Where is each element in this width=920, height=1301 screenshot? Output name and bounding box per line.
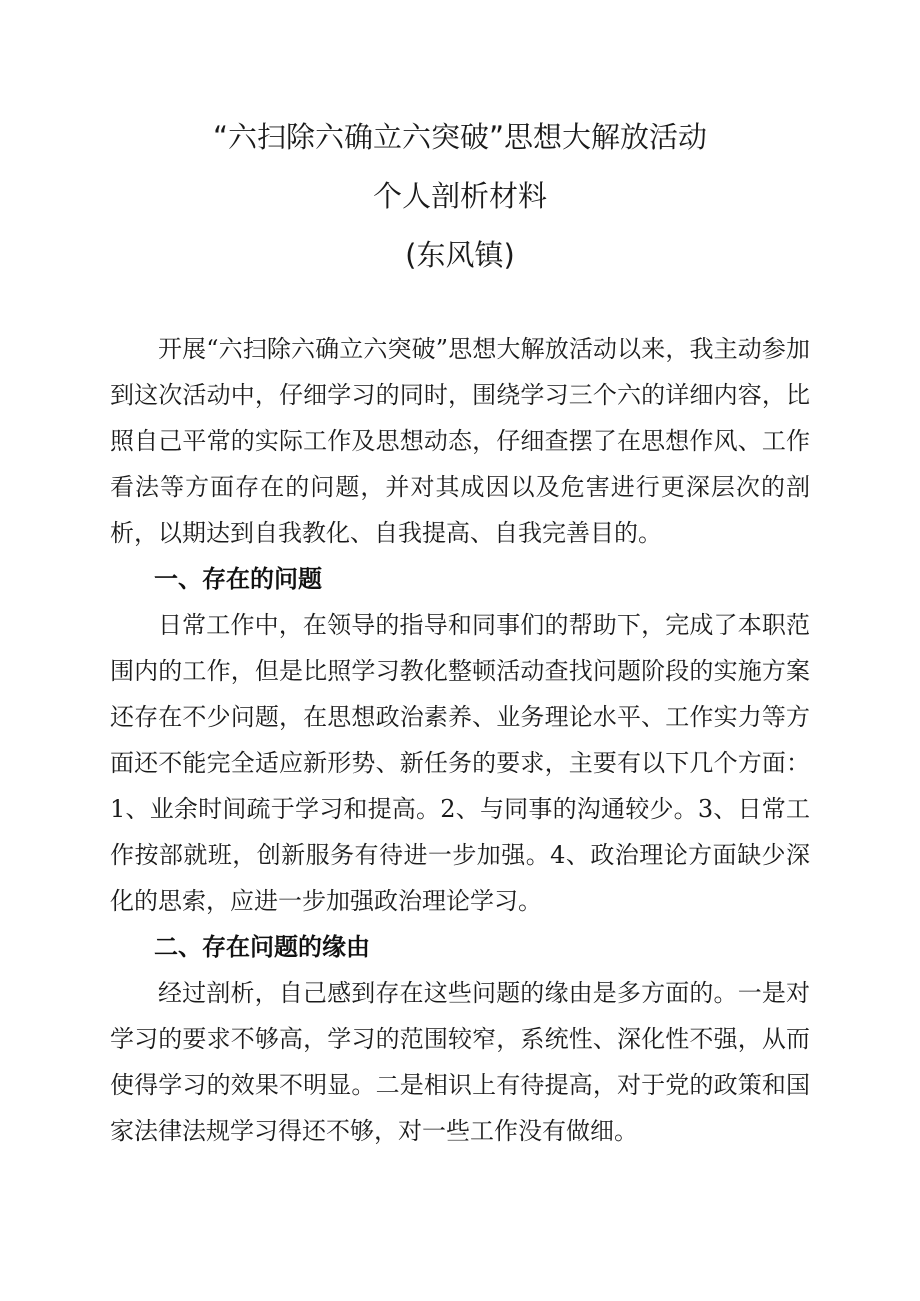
document-title: “六扫除六确立六突破”思想大解放活动 [212, 120, 708, 154]
causes-paragraph: 经过剖析，自己感到存在这些问题的缘由是多方面的。一是对学习的要求不够高，学习的范围较窄，系统性、深化性不强，从而使得学习的效果不明显。二是相识上有待提高，对于党的政策和国家法律法规学习得还不够，对一些工作没有做细。 [110, 979, 810, 1145]
intro-paragraph: 开展“六扫除六确立六突破”思想大解放活动以来，我主动参加到这次活动中，仔细学习的同时，围绕学习三个六的详细内容，比照自己平常的实际工作及思想动态，仔细查摆了在思想作风、工作看法等方面存在的问题，并对其成因以及危害进行更深层次的剖析，以期达到自我教化、自我提高、自我完善目的。 [110, 335, 810, 547]
section-heading-problems: 一、存在的问题 [154, 564, 322, 593]
problems-paragraph: 日常工作中，在领导的指导和同事们的帮助下，完成了本职范围内的工作，但是比照学习教化整顿活动查找问题阶段的实施方案还存在不少问题，在思想政治素养、业务理论水平、工作实力等方面还不能完全适应新形势、新任务的要求，主要有以下几个方面：1、业余时间疏于学习和提高。2、与同事的沟通较少。3、日常工作按部就班，创新服务有待进一步加强。4、政治理论方面缺少深化的思索，应进一步加强政治理论学习。 [110, 611, 810, 915]
section-heading-causes: 二、存在问题的缘由 [154, 932, 370, 961]
document-organization: (东风镇) [405, 238, 515, 272]
document-subtitle: 个人剖析材料 [372, 179, 547, 213]
